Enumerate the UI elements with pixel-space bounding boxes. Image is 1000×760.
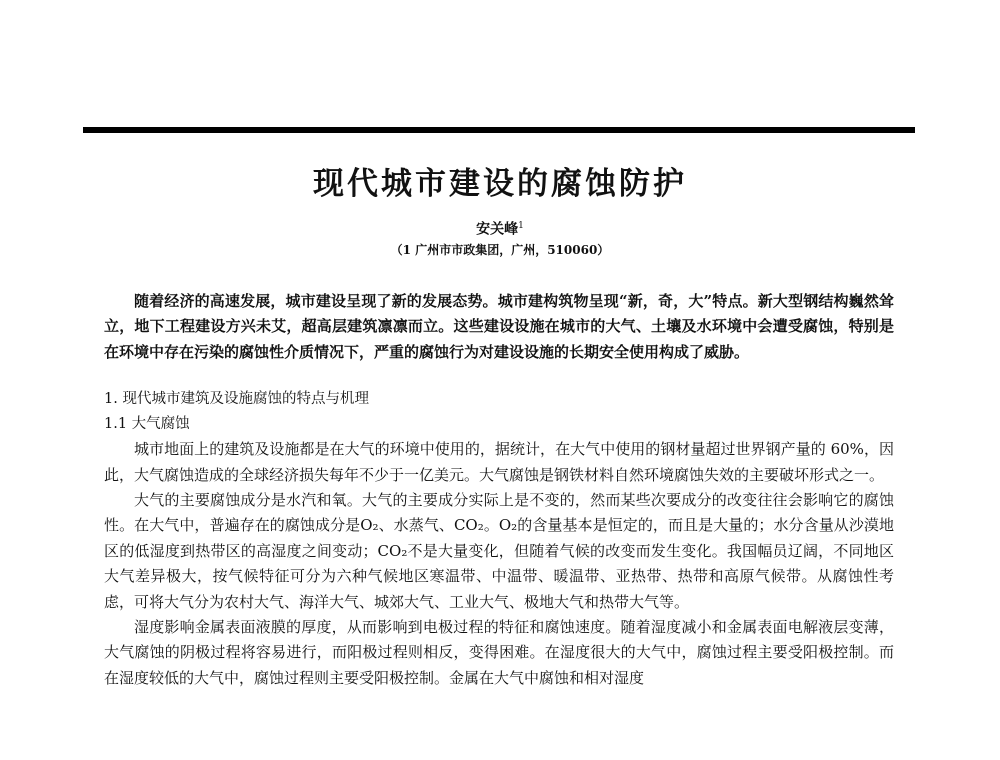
body-paragraph: 城市地面上的建筑及设施都是在大气的环境中使用的，据统计，在大气中使用的钢材量超过世界钢产量的 60%，因此，大气腐蚀造成的全球经济损失每年不少于一亿美元。大气腐蚀是钢铁材料自然环境腐蚀失效的主要破坏形式之一。 [104, 440, 894, 484]
section-1-1-heading: 1.1 大气腐蚀 [104, 416, 190, 433]
abstract-paragraph: 随着经济的高速发展，城市建设呈现了新的发展态势。城市建构筑物呈现“新，奇，大”特点。新大型钢结构巍然耸立，地下工程建设方兴未艾，超高层建筑凛凛而立。这些建设设施在城市的大气、土壤及水环境中会遭受腐蚀，特别是在环境中存在污染的腐蚀性介质情况下，严重的腐蚀行为对建设设施的长期安全使用构成了威胁。 [104, 292, 894, 361]
article-body [104, 289, 894, 691]
section-1-heading: 1. 现代城市建筑及设施腐蚀的特点与机理 [104, 391, 369, 408]
section-gap [104, 365, 894, 387]
article-title: 现代城市建设的腐蚀防护 [313, 166, 687, 202]
author-line [0, 216, 1000, 240]
affiliation: （1 广州市市政集团，广州，510060） [390, 243, 610, 257]
author-name: 安关峰 [476, 221, 519, 238]
body-paragraph: 大气的主要腐蚀成分是水汽和氧。大气的主要成分实际上是不变的，然而某些次要成分的改变往往会影响它的腐蚀性。在大气中，普遍存在的腐蚀成分是O₂、水蒸气、CO₂。O₂的含量基本是恒定的，而且是大量的；水分含量从沙漠地区的低湿度到热带区的高湿度之间变动；CO₂不是大量变化，但随着气候的改变而发生变化。我国幅员辽阔，不同地区大气差异极大，按气候特征可分为六种气候地区寒温带、中温带、暖温带、亚热带、热带和高原气候带。从腐蚀性考虑，可将大气分为农村大气、海洋大气、城郊大气、工业大气、极地大气和热带大气等。 [104, 491, 894, 611]
header-rule [83, 127, 915, 133]
body-paragraph: 湿度影响金属表面液膜的厚度，从而影响到电极过程的特征和腐蚀速度。随着湿度减小和金属表面电解液层变薄，大气腐蚀的阴极过程将容易进行，而阳极过程则相反，变得困难。在湿度很大的大气中，腐蚀过程主要受阳极控制。而在湿度较低的大气中，腐蚀过程则主要受阳极控制。金属在大气中腐蚀和相对湿度 [104, 618, 894, 687]
author-superscript: 1 [518, 221, 524, 231]
